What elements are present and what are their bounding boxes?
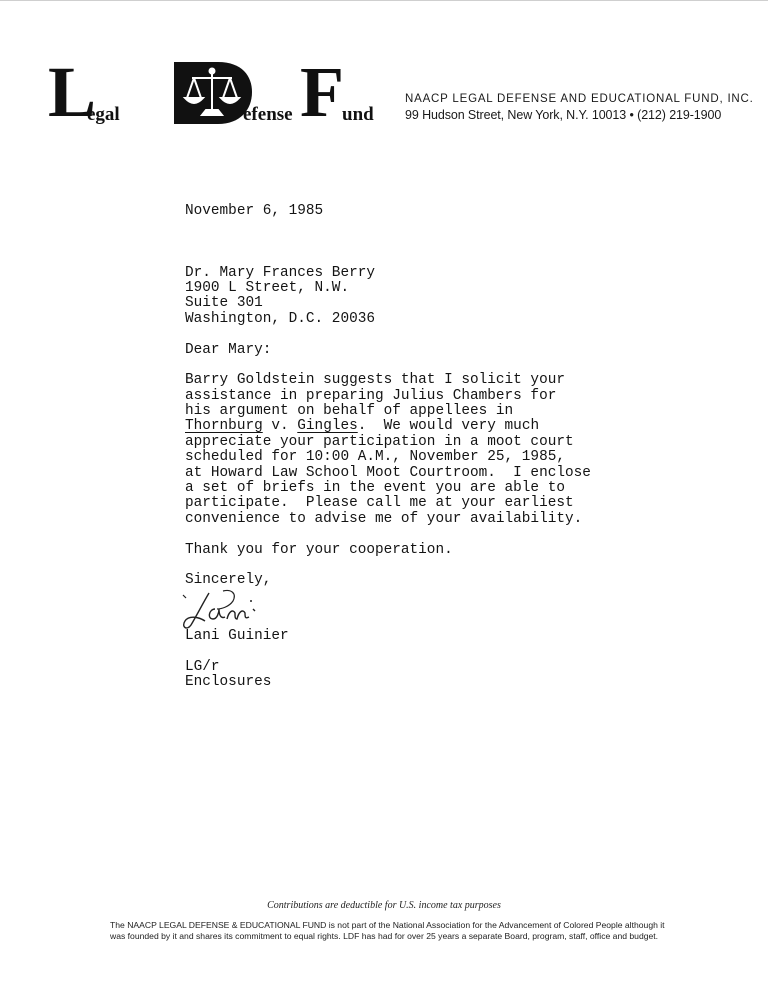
recipient-line: Dr. Mary Frances Berry	[185, 264, 375, 281]
top-edge-line	[0, 0, 768, 1]
letter-body	[185, 204, 645, 690]
recipient-line: Suite 301	[185, 295, 263, 312]
recipient-line: 1900 L Street, N.W.	[185, 279, 350, 296]
paragraph-line: assistance in preparing Julius Chambers for	[185, 387, 557, 404]
recipient-line: Washington, D.C. 20036	[185, 310, 375, 327]
logo-word-legal: egal	[87, 104, 120, 125]
paragraph-line: scheduled for 10:00 A.M., November 25, 1985,	[185, 449, 565, 466]
footer-disclaimer	[110, 920, 710, 941]
body-paragraph	[185, 373, 645, 527]
enclosures-note: Enclosures	[185, 673, 272, 690]
handwritten-signature	[179, 587, 269, 633]
recipient-address	[185, 266, 645, 328]
letter-date: November 6, 1985	[185, 203, 324, 219]
logo-word-defense: efense	[243, 104, 293, 125]
paragraph-line: a set of briefs in the event you are able to	[185, 480, 565, 497]
logo-letter-l: L	[48, 58, 97, 128]
letterhead	[405, 92, 755, 124]
logo-word-fund: und	[342, 104, 374, 125]
thanks-line: Thank you for your cooperation.	[185, 541, 453, 558]
closing: Sincerely,	[185, 572, 272, 589]
paragraph-line: his argument on behalf of appellees in	[185, 403, 514, 420]
disclaimer-line: was founded by it and shares its commitment to equal rights. LDF has had for over 25 years a separate Board, program, staff, office and budget.	[110, 930, 659, 941]
letterhead-address: 99 Hudson Street, New York, N.Y. 10013 • (212) 219-1900	[405, 108, 722, 122]
paragraph-line: at Howard Law School Moot Courtroom. I enclose	[185, 464, 591, 481]
paragraph-line: Barry Goldstein suggests that I solicit your	[185, 372, 565, 389]
signature-name: Lani Guinier	[185, 627, 289, 644]
logo-letter-f: F	[300, 58, 344, 128]
paragraph-line-rest: . We would very much	[357, 418, 540, 435]
footer-tax-note: Contributions are deductible for U.S. income tax purposes	[267, 900, 501, 911]
paragraph-line: participate. Please call me at your earliest	[185, 495, 574, 512]
case-versus: v.	[262, 418, 298, 435]
paragraph-line: appreciate your participation in a moot court	[185, 433, 574, 450]
signature-area	[185, 589, 645, 629]
case-name-gingles: Gingles	[297, 418, 358, 435]
logo-letter-d	[174, 62, 252, 124]
case-name-thornburg: Thornburg	[185, 418, 263, 435]
letterhead-organization: NAACP LEGAL DEFENSE AND EDUCATIONAL FUND, INC.	[405, 93, 754, 105]
disclaimer-line: The NAACP LEGAL DEFENSE & EDUCATIONAL FUND is not part of the National Association for the Advancement of Colored People although it	[110, 920, 665, 930]
ldf-logo	[48, 58, 388, 128]
initials: LG/r	[185, 658, 220, 675]
paragraph-line	[185, 419, 645, 434]
salutation: Dear Mary:	[185, 341, 272, 358]
paragraph-line: convenience to advise me of your availability.	[185, 510, 583, 527]
